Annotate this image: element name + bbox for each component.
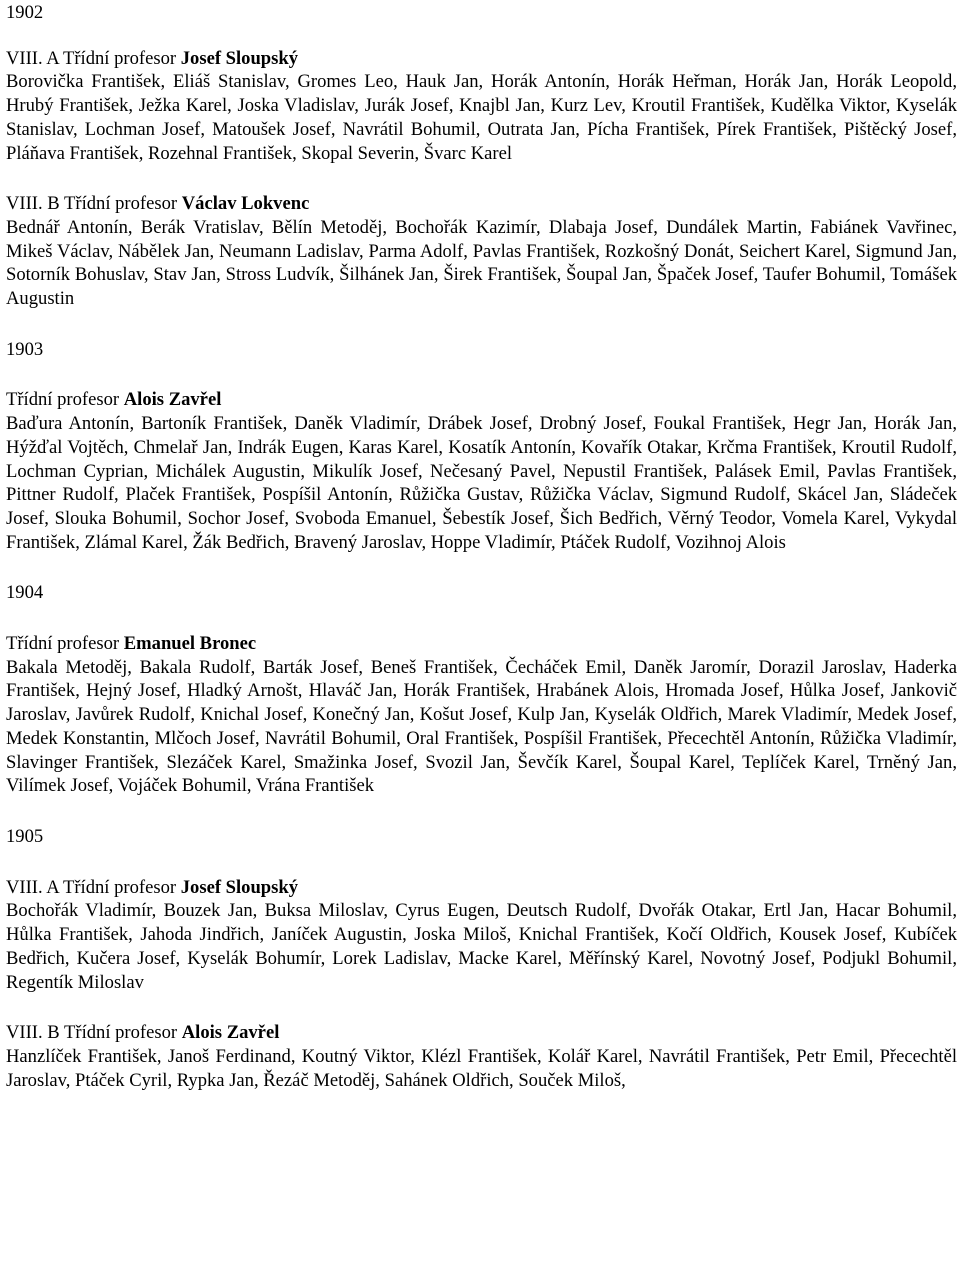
teacher-name: Josef Sloupský	[180, 47, 299, 69]
teacher-name: Alois Zavřel	[123, 389, 222, 411]
student-list: Bakala Metoděj, Bakala Rudolf, Barták Josef, Beneš František, Čecháček Emil, Daněk Jaromír, Dorazil Jaroslav, Haderka František, Hejný Josef, Hladký Arnošt, Hlaváč Jan, Horák František, Hrabánek Alois, Hromada Josef, Hůlka Josef, Jankovič Jaroslav, Javůrek Rudolf, Knichal Josef, Konečný Jan, Košut Josef, Kulp Jan, Kyselák Oldřich, Marek Vladimír, Medek Josef, Medek Konstantin, Mlčoch Josef, Navrátil Bohumil, Oral František, Pospíšil František, Přecechtěl Antonín, Růžička Vladimír, Slavinger František, Slezáček Karel, Smažinka Josef, Svozil Jan, Ševčík Karel, Šoupal Karel, Teplíček Karel, Trněný Jan, Vilímek Josef, Vojáček Bohumil, Vrána František	[6, 656, 957, 797]
year-heading: 1903	[6, 338, 44, 360]
teacher-name: Alois Zavřel	[181, 1022, 280, 1044]
class-heading	[6, 1021, 957, 1045]
spacer	[6, 994, 957, 1021]
spacer	[6, 798, 957, 825]
spacer	[6, 849, 957, 876]
teacher-name: Emanuel Bronec	[123, 633, 257, 655]
teacher-name: Václav Lokvenc	[181, 193, 310, 215]
spacer	[6, 165, 957, 192]
spacer	[6, 361, 957, 388]
document-page	[6, 0, 957, 1092]
class-label: Třídní profesor	[6, 633, 120, 655]
student-list: Hanzlíček František, Janoš Ferdinand, Koutný Viktor, Klézl František, Kolář Karel, Navrátil František, Petr Emil, Přecechtěl Jaroslav, Ptáček Cyril, Rypka Jan, Řezáč Metoděj, Sahánek Oldřich, Souček Miloš,	[6, 1045, 957, 1091]
year-heading: 1904	[6, 582, 44, 604]
class-heading	[6, 47, 957, 71]
class-heading	[6, 388, 957, 412]
spacer	[6, 554, 957, 581]
year-heading: 1905	[6, 825, 44, 847]
class-label: Třídní profesor	[6, 389, 120, 411]
class-heading	[6, 632, 957, 656]
spacer	[6, 311, 957, 338]
class-label: VIII. A Třídní profesor	[6, 876, 177, 898]
class-heading	[6, 192, 957, 216]
spacer	[6, 25, 957, 47]
student-list: Borovička František, Eliáš Stanislav, Gromes Leo, Hauk Jan, Horák Antonín, Horák Heřman, Horák Jan, Horák Leopold, Hrubý František, Ježka Karel, Joska Vladislav, Jurák Josef, Knajbl Jan, Kurz Lev, Kroutil František, Kudělka Viktor, Kyselák Stanislav, Lochman Josef, Matoušek Josef, Navrátil Bohumil, Outrata Jan, Pícha František, Pírek František, Pištěcký Josef, Pláňava František, Rozehnal František, Skopal Severin, Švarc Karel	[6, 71, 957, 164]
class-label: VIII. B Třídní profesor	[6, 193, 178, 215]
year-heading: 1902	[6, 2, 44, 23]
teacher-name: Josef Sloupský	[180, 876, 299, 898]
class-label: VIII. B Třídní profesor	[6, 1022, 178, 1044]
spacer	[6, 605, 957, 632]
class-heading	[6, 876, 957, 900]
student-list: Bochořák Vladimír, Bouzek Jan, Buksa Miloslav, Cyrus Eugen, Deutsch Rudolf, Dvořák Otakar, Ertl Jan, Hacar Bohumil, Hůlka František, Jahoda Jindřich, Janíček Augustin, Joska Miloš, Knichal František, Kočí Oldřich, Kousek Josef, Kubíček Bedřich, Kučera Josef, Kyselák Bohumír, Lorek Ladislav, Macke Karel, Měřínský Karel, Novotný Josef, Podjukl Bohumil, Regentík Miloslav	[6, 900, 957, 993]
class-label: VIII. A Třídní profesor	[6, 47, 177, 69]
student-list: Baďura Antonín, Bartoník František, Daněk Vladimír, Drábek Josef, Drobný Josef, Foukal František, Hegr Jan, Horák Jan, Hýžďal Vojtěch, Chmelař Jan, Indrák Eugen, Karas Karel, Kosatík Antonín, Kovařík Otakar, Krčma František, Kroutil Rudolf, Lochman Cyprian, Michálek Augustin, Mikulík Josef, Nečesaný Pavel, Nepustil František, Palásek Emil, Pavlas František, Pittner Rudolf, Plaček František, Pospíšil Antonín, Růžička Gustav, Růžička Václav, Sigmund Rudolf, Skácel Jan, Sládeček Josef, Slouka Bohumil, Sochor Josef, Svoboda Emanuel, Šebestík Josef, Šich Bedřich, Věrný Teodor, Vomela Karel, Vykydal František, Zlámal Karel, Žák Bedřich, Bravený Jaroslav, Hoppe Vladimír, Ptáček Rudolf, Vozihnoj Alois	[6, 413, 957, 553]
student-list: Bednář Antonín, Berák Vratislav, Bělín Metoděj, Bochořák Kazimír, Dlabaja Josef, Dundálek Martin, Fabiánek Vavřinec, Mikeš Václav, Nábělek Jan, Neumann Ladislav, Parma Adolf, Pavlas František, Rozkošný Donát, Seichert Karel, Sigmund Jan, Sotorník Bohuslav, Stav Jan, Stross Ludvík, Šilhánek Jan, Širek František, Šoupal Jan, Špaček Josef, Taufer Bohumil, Tomášek Augustin	[6, 216, 957, 310]
